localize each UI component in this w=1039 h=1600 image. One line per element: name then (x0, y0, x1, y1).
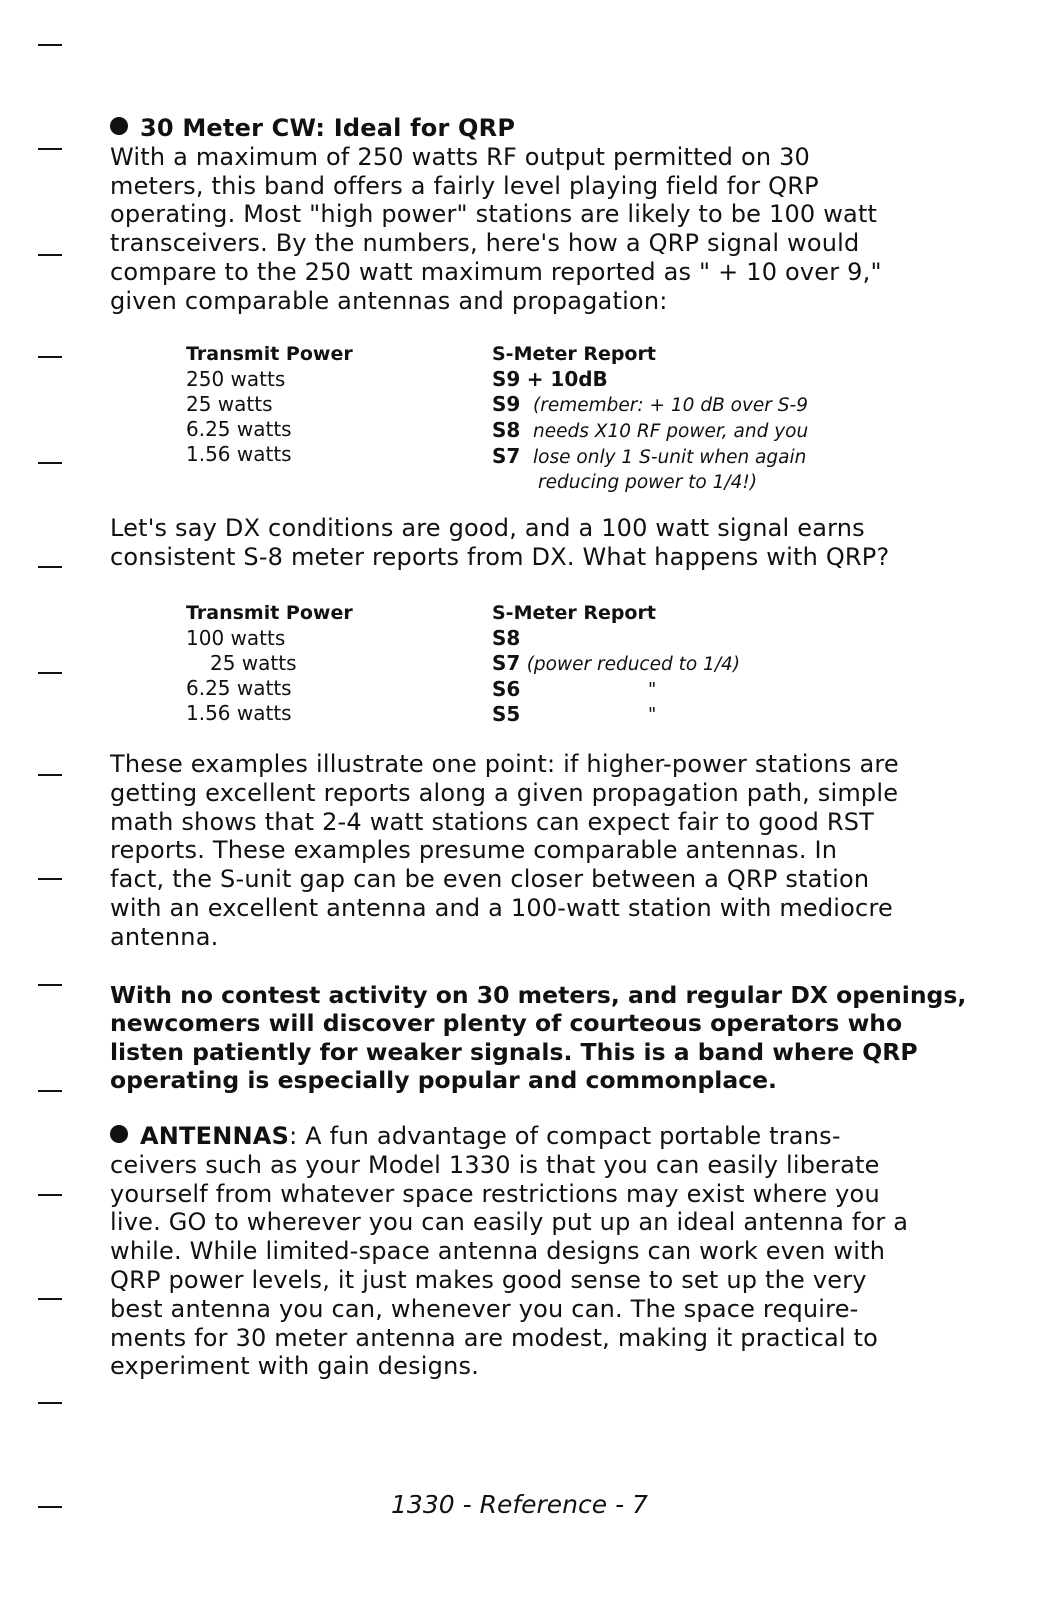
table-row (492, 444, 952, 470)
text-line: With no contest activity on 30 meters, and regular DX openings, (110, 981, 967, 1009)
paragraph-examples (110, 750, 970, 952)
s-note: + 10dB (526, 367, 608, 391)
margin-mark (38, 254, 62, 256)
s-note: lose only 1 S-unit when again (533, 447, 807, 468)
section-antennas (110, 1122, 970, 1381)
s-value: S8 (492, 626, 521, 650)
bullet-icon (110, 1125, 128, 1143)
text-line: antenna. (110, 922, 219, 951)
text-line: fact, the S-unit gap can be even closer between a QRP station (110, 865, 870, 894)
text-line: QRP power levels, it just makes good sense to set up the very (110, 1265, 867, 1294)
margin-mark (38, 566, 62, 568)
s-value: S6 (492, 677, 521, 701)
text-line: math shows that 2-4 watt stations can expect fair to good RST (110, 807, 875, 836)
s-value: S7 (492, 444, 521, 468)
margin-mark (38, 878, 62, 880)
text-line: operating is especially popular and commonplace. (110, 1066, 777, 1095)
table-row (492, 626, 952, 651)
text-line: operating. Most "high power" stations are likely to be 100 watt (110, 200, 878, 229)
margin-mark (38, 774, 62, 776)
s-value: S7 (492, 651, 521, 675)
text-line: listen patiently for weaker signals. This is a band where QRP (110, 1037, 918, 1066)
s-value: S8 (492, 418, 521, 442)
table-row (492, 367, 952, 392)
text-line: transceivers. By the numbers, here's how a QRP signal would (110, 229, 860, 258)
margin-mark (38, 1090, 62, 1092)
power-table-1 (186, 342, 946, 492)
table-cell-power: 100 watts (186, 626, 286, 650)
s-note: (power reduced to 1/4) (526, 654, 741, 675)
table-row (492, 418, 952, 444)
margin-mark (38, 1298, 62, 1300)
text-line: ANTENNAS: A fun advantage of compact portable trans- (110, 1122, 970, 1151)
column-header-power: Transmit Power (186, 343, 353, 365)
table-row (492, 651, 952, 677)
s-note: needs X10 RF power, and you (533, 421, 809, 442)
section-heading: 30 Meter CW: Ideal for QRP (110, 114, 970, 143)
text-line: experiment with gain designs. (110, 1352, 480, 1381)
table-cell-power: 6.25 watts (186, 417, 292, 441)
text-line: reports. These examples presume comparable antennas. In (110, 836, 838, 865)
text-line: ments for 30 meter antenna are modest, making it practical to (110, 1323, 879, 1352)
paragraph-contest-activity (110, 981, 970, 1095)
paragraph-dx-conditions (110, 514, 970, 572)
s-value: S9 (492, 392, 521, 416)
margin-mark (38, 1402, 62, 1404)
margin-mark (38, 984, 62, 986)
text-line: consistent S-8 meter reports from DX. What happens with QRP? (110, 542, 890, 571)
text-line: With a maximum of 250 watts RF output permitted on 30 (110, 142, 811, 171)
text-line: given comparable antennas and propagation: (110, 286, 668, 315)
table-row (492, 392, 952, 418)
ditto-mark: " (648, 679, 657, 700)
text-line: live. GO to wherever you can easily put up an ideal antenna for a (110, 1208, 909, 1237)
table-cell-power: 6.25 watts (186, 676, 292, 700)
text-line: meters, this band offers a fairly level playing field for QRP (110, 171, 819, 200)
column-header-power: Transmit Power (186, 602, 353, 624)
column-header-report: S-Meter Report (492, 602, 656, 624)
table-cell-power: 1.56 watts (186, 701, 292, 725)
text-line: while. While limited-space antenna designs can work even with (110, 1237, 886, 1266)
s-value: S9 (492, 367, 521, 391)
margin-mark (38, 356, 62, 358)
ditto-mark: " (648, 704, 657, 725)
text-line: compare to the 250 watt maximum reported as " + 10 over 9," (110, 257, 882, 286)
text-line: Let's say DX conditions are good, and a 100 watt signal earns (110, 514, 865, 542)
text-line: yourself from whatever space restrictions may exist where you (110, 1179, 880, 1208)
margin-mark (38, 1194, 62, 1196)
text-line: ceivers such as your Model 1330 is that you can easily liberate (110, 1150, 880, 1179)
table-cell-power: 250 watts (186, 367, 286, 391)
text-line: best antenna you can, whenever you can. The space require- (110, 1294, 859, 1323)
text-line: with an excellent antenna and a 100-watt station with mediocre (110, 893, 893, 922)
column-header-report: S-Meter Report (492, 343, 656, 365)
table-cell-power: 25 watts (210, 651, 297, 675)
text-line: getting excellent reports along a given propagation path, simple (110, 778, 899, 807)
power-table-2 (186, 601, 946, 727)
s-note: (remember: + 10 dB over S-9 (533, 395, 808, 416)
table-row (492, 677, 952, 702)
table-cell-power: 25 watts (186, 392, 273, 416)
margin-mark (38, 148, 62, 150)
section-30-meter (110, 114, 970, 316)
table-row (492, 702, 952, 727)
page-footer: 1330 - Reference - 7 (391, 1490, 648, 1519)
bullet-icon (110, 117, 128, 135)
table-cell-power: 1.56 watts (186, 442, 292, 466)
text-line: These examples illustrate one point: if higher-power stations are (110, 750, 899, 778)
s-note-continued: reducing power to 1/4!) (538, 472, 758, 493)
margin-mark (38, 672, 62, 674)
margin-mark (38, 44, 62, 46)
margin-mark (38, 462, 62, 464)
s-value: S5 (492, 702, 521, 726)
section-heading: ANTENNAS (140, 1122, 290, 1150)
text-line: newcomers will discover plenty of courteous operators who (110, 1009, 903, 1038)
